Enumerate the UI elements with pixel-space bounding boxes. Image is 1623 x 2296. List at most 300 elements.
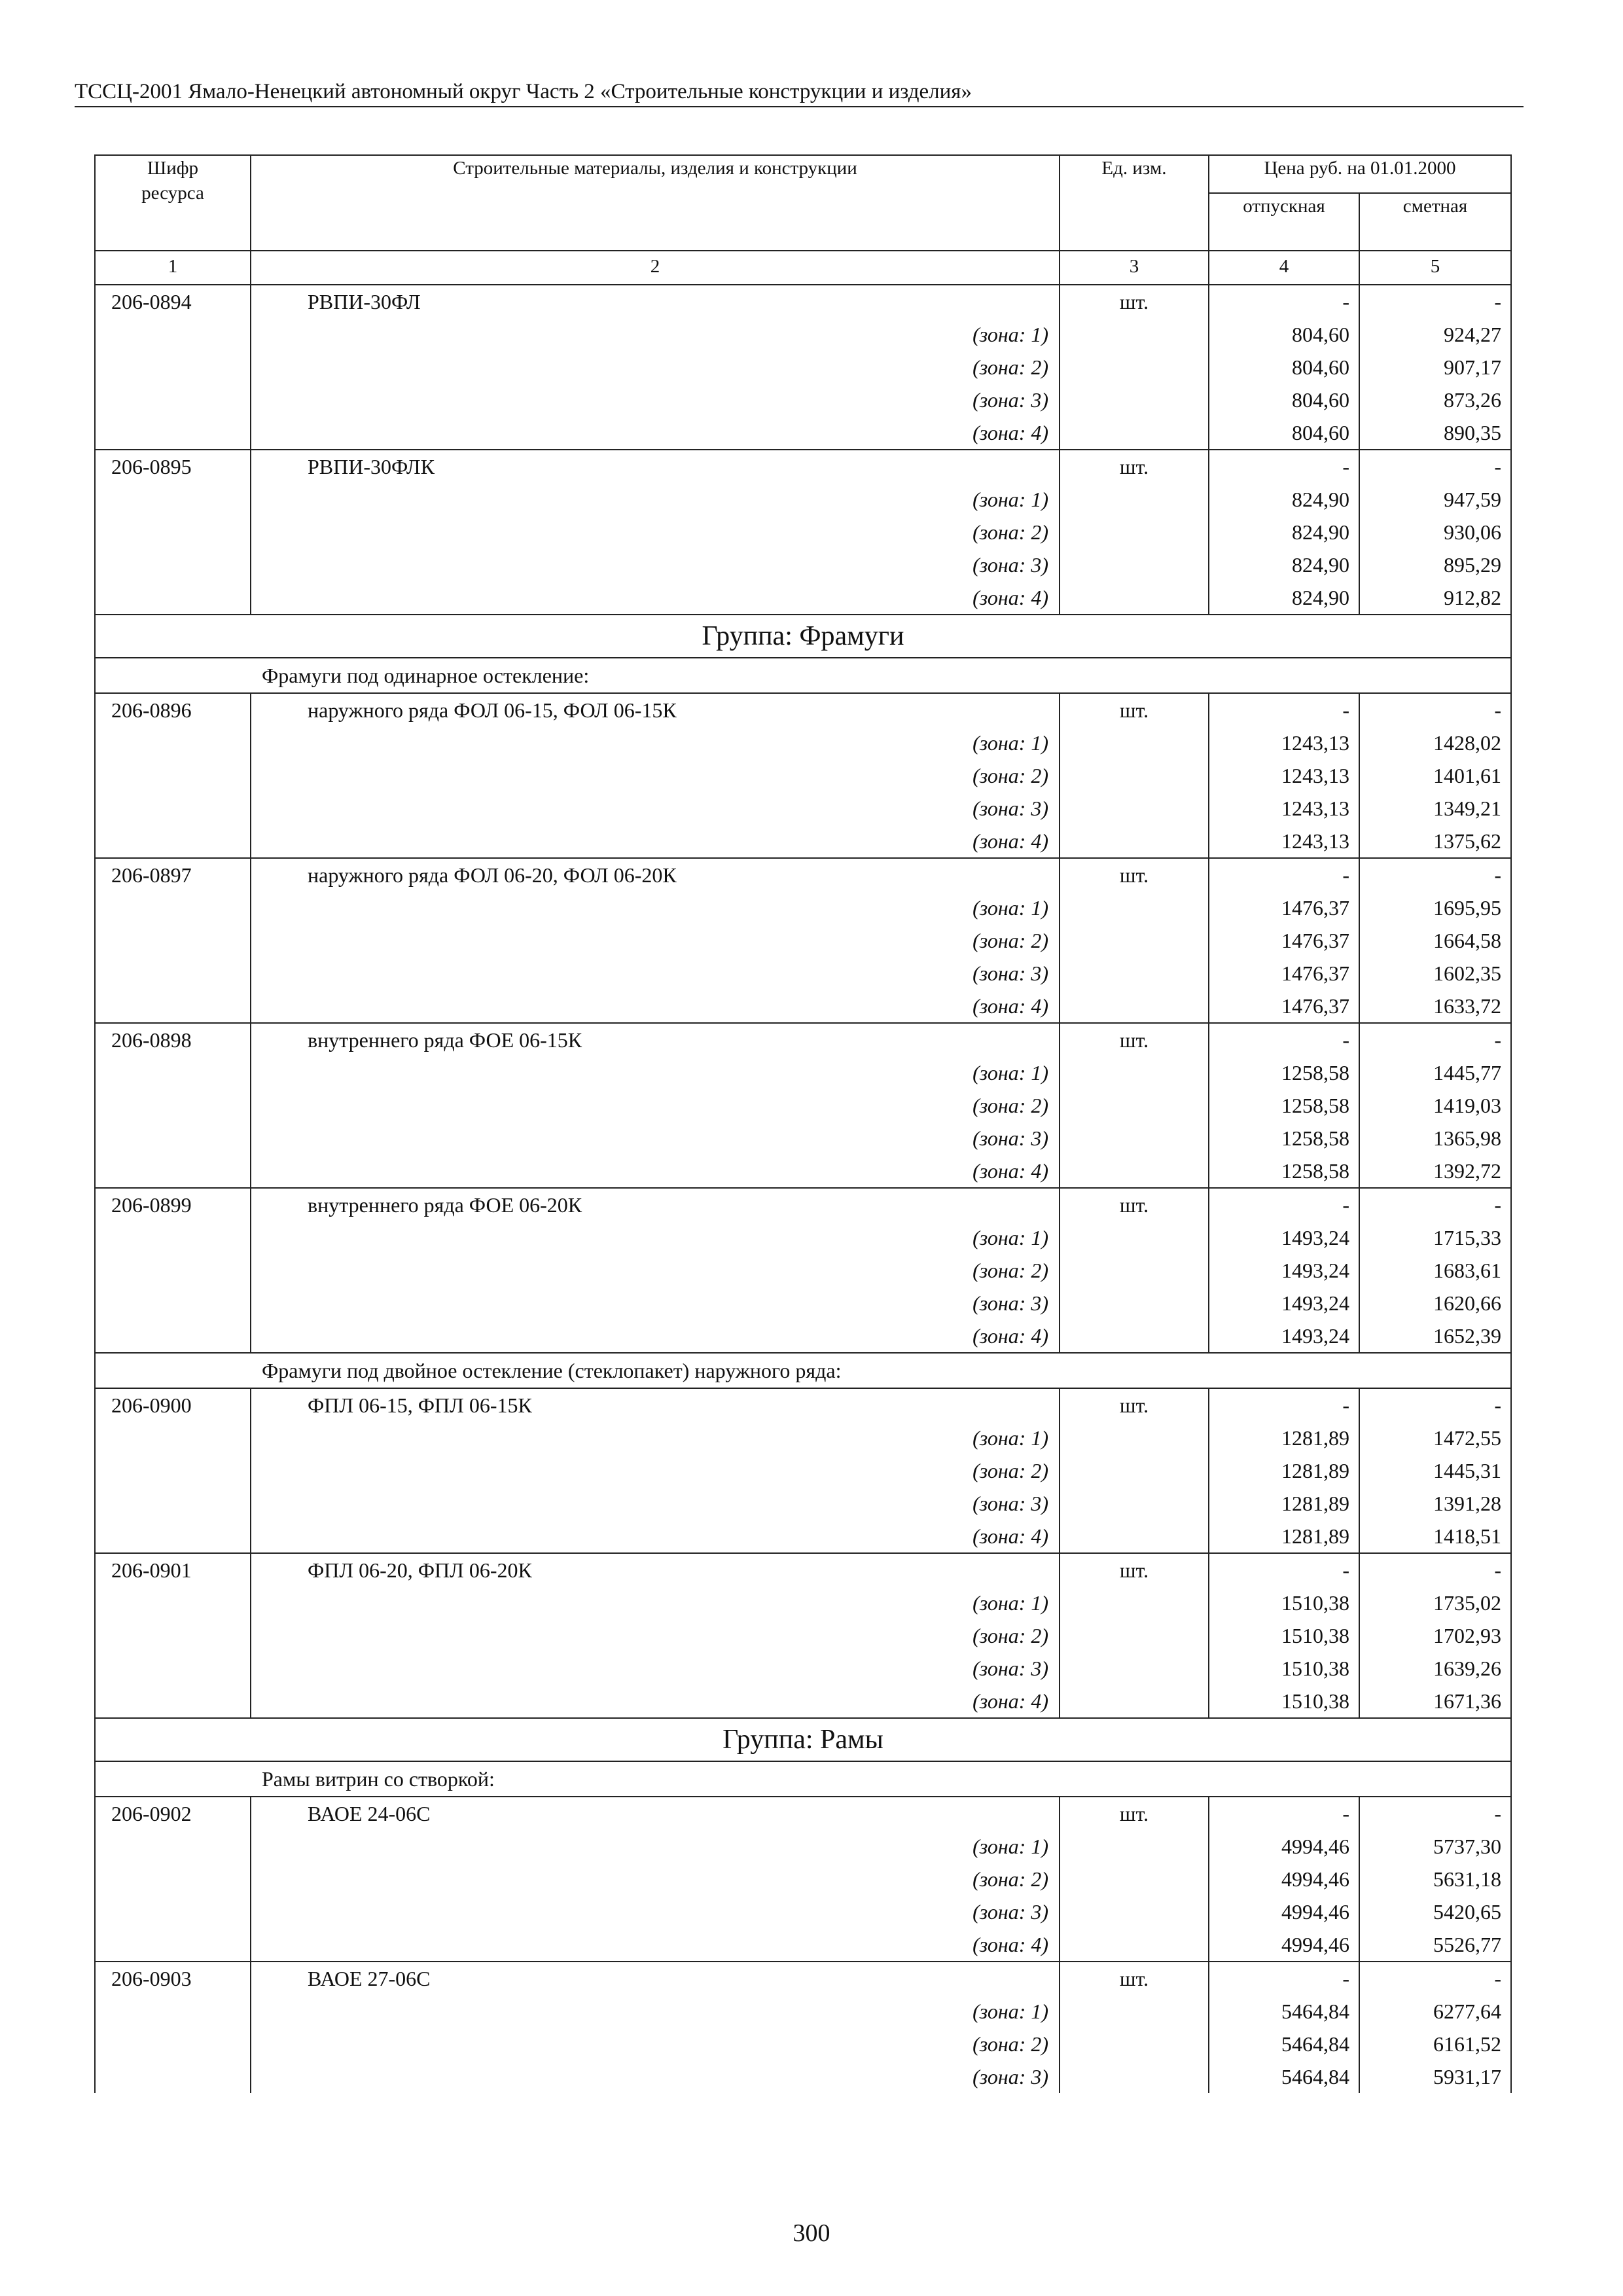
group-heading-row	[95, 1718, 1511, 1761]
estimate-price: 1695,95	[1359, 891, 1511, 924]
zone-label: (зона: 3)	[251, 1487, 1060, 1520]
group-heading-row	[95, 615, 1511, 658]
zone-label: (зона: 3)	[251, 1895, 1060, 1928]
zone-label: (зона: 2)	[251, 924, 1060, 957]
release-price: 1476,37	[1209, 924, 1359, 957]
zone-label: (зона: 2)	[251, 2028, 1060, 2060]
unit-cell-empty	[1060, 483, 1209, 516]
code-cell-empty	[95, 1619, 251, 1652]
estimate-price: 912,82	[1359, 581, 1511, 615]
zone-label: (зона: 3)	[251, 548, 1060, 581]
estimate-price: 1683,61	[1359, 1254, 1511, 1287]
resource-code: 206-0894	[95, 285, 251, 318]
estimate-price: -	[1359, 1797, 1511, 1830]
release-price: 1493,24	[1209, 1221, 1359, 1254]
zone-row	[95, 1685, 1511, 1718]
unit-cell-empty	[1060, 1652, 1209, 1685]
release-price: 824,90	[1209, 516, 1359, 548]
estimate-price: 1401,61	[1359, 759, 1511, 792]
zone-row	[95, 548, 1511, 581]
release-price: 1510,38	[1209, 1652, 1359, 1685]
zone-row	[95, 1319, 1511, 1353]
unit-cell-empty	[1060, 1685, 1209, 1718]
unit-cell: шт.	[1060, 1797, 1209, 1830]
zone-label: (зона: 4)	[251, 1520, 1060, 1553]
table-row	[95, 285, 1511, 318]
zone-row	[95, 581, 1511, 615]
estimate-price: 930,06	[1359, 516, 1511, 548]
release-price: 824,90	[1209, 581, 1359, 615]
code-cell-empty	[95, 825, 251, 858]
price-table	[94, 154, 1512, 2093]
header-rule	[75, 106, 1524, 107]
release-price: 824,90	[1209, 548, 1359, 581]
resource-name: наружного ряда ФОЛ 06-20, ФОЛ 06-20К	[251, 858, 1060, 891]
zone-row	[95, 957, 1511, 990]
release-price: 1281,89	[1209, 1520, 1359, 1553]
subgroup-heading-row	[95, 1761, 1511, 1797]
unit-cell-empty	[1060, 1520, 1209, 1553]
zone-row	[95, 1619, 1511, 1652]
release-price: 1258,58	[1209, 1122, 1359, 1155]
estimate-price: 1375,62	[1359, 825, 1511, 858]
zone-label: (зона: 4)	[251, 1155, 1060, 1188]
zone-row	[95, 891, 1511, 924]
subgroup-heading: Фрамуги под одинарное остекление:	[95, 658, 1511, 693]
zone-row	[95, 1652, 1511, 1685]
zone-row	[95, 1287, 1511, 1319]
zone-label: (зона: 1)	[251, 1221, 1060, 1254]
resource-code: 206-0900	[95, 1388, 251, 1422]
unit-cell-empty	[1060, 1863, 1209, 1895]
resource-code: 206-0899	[95, 1188, 251, 1221]
release-price: 1476,37	[1209, 990, 1359, 1023]
estimate-price: 1445,77	[1359, 1056, 1511, 1089]
zone-row	[95, 2028, 1511, 2060]
code-cell-empty	[95, 924, 251, 957]
code-cell-empty	[95, 1487, 251, 1520]
estimate-price: 1445,31	[1359, 1454, 1511, 1487]
col-header-name: Строительные материалы, изделия и конструкции	[251, 155, 1060, 251]
estimate-price: 947,59	[1359, 483, 1511, 516]
estimate-price: 5631,18	[1359, 1863, 1511, 1895]
resource-code: 206-0897	[95, 858, 251, 891]
code-cell-empty	[95, 1652, 251, 1685]
release-price: 4994,46	[1209, 1928, 1359, 1962]
release-price: 1281,89	[1209, 1487, 1359, 1520]
code-cell-empty	[95, 1520, 251, 1553]
release-price: 1258,58	[1209, 1056, 1359, 1089]
zone-label: (зона: 1)	[251, 726, 1060, 759]
zone-row	[95, 1520, 1511, 1553]
zone-row	[95, 1928, 1511, 1962]
estimate-price: 1418,51	[1359, 1520, 1511, 1553]
zone-row	[95, 1487, 1511, 1520]
unit-cell: шт.	[1060, 1962, 1209, 1995]
estimate-price: 1620,66	[1359, 1287, 1511, 1319]
release-price: 1281,89	[1209, 1422, 1359, 1454]
table-row	[95, 1023, 1511, 1056]
code-cell-empty	[95, 351, 251, 384]
zone-label: (зона: 4)	[251, 1928, 1060, 1962]
code-cell-empty	[95, 1995, 251, 2028]
estimate-price: -	[1359, 1023, 1511, 1056]
zone-label: (зона: 3)	[251, 1652, 1060, 1685]
column-number-row	[95, 251, 1511, 285]
code-cell-empty	[95, 384, 251, 416]
release-price: 5464,84	[1209, 1995, 1359, 2028]
unit-cell-empty	[1060, 581, 1209, 615]
zone-row	[95, 1863, 1511, 1895]
zone-label: (зона: 4)	[251, 1685, 1060, 1718]
unit-cell-empty	[1060, 318, 1209, 351]
zone-row	[95, 1995, 1511, 2028]
release-price: -	[1209, 1388, 1359, 1422]
release-price: 1243,13	[1209, 759, 1359, 792]
estimate-price: 1392,72	[1359, 1155, 1511, 1188]
code-cell-empty	[95, 1454, 251, 1487]
estimate-price: 907,17	[1359, 351, 1511, 384]
table-row	[95, 858, 1511, 891]
estimate-price: 1472,55	[1359, 1422, 1511, 1454]
estimate-price: 1715,33	[1359, 1221, 1511, 1254]
code-cell-empty	[95, 1319, 251, 1353]
estimate-price: 5931,17	[1359, 2060, 1511, 2093]
unit-cell-empty	[1060, 1895, 1209, 1928]
group-heading: Группа: Рамы	[95, 1718, 1511, 1761]
code-cell-empty	[95, 1928, 251, 1962]
release-price: 1243,13	[1209, 792, 1359, 825]
zone-label: (зона: 4)	[251, 1319, 1060, 1353]
release-price: 4994,46	[1209, 1830, 1359, 1863]
estimate-price: 5526,77	[1359, 1928, 1511, 1962]
resource-code: 206-0895	[95, 450, 251, 483]
table-row	[95, 450, 1511, 483]
zone-label: (зона: 2)	[251, 1863, 1060, 1895]
estimate-price: 1652,39	[1359, 1319, 1511, 1353]
unit-cell: шт.	[1060, 450, 1209, 483]
table-row	[95, 693, 1511, 726]
release-price: 5464,84	[1209, 2028, 1359, 2060]
release-price: 804,60	[1209, 384, 1359, 416]
code-cell-empty	[95, 957, 251, 990]
unit-cell-empty	[1060, 1995, 1209, 2028]
unit-cell-empty	[1060, 1122, 1209, 1155]
code-cell-empty	[95, 1895, 251, 1928]
release-price: 804,60	[1209, 318, 1359, 351]
unit-cell-empty	[1060, 891, 1209, 924]
zone-label: (зона: 4)	[251, 581, 1060, 615]
table-row	[95, 1962, 1511, 1995]
subgroup-heading: Рамы витрин со створкой:	[95, 1761, 1511, 1797]
estimate-price: 5737,30	[1359, 1830, 1511, 1863]
code-cell-empty	[95, 1122, 251, 1155]
code-cell-empty	[95, 1287, 251, 1319]
unit-cell-empty	[1060, 384, 1209, 416]
col-header-price: Цена руб. на 01.01.2000	[1209, 155, 1511, 193]
code-cell-empty	[95, 990, 251, 1023]
estimate-price: 6161,52	[1359, 2028, 1511, 2060]
zone-label: (зона: 2)	[251, 516, 1060, 548]
resource-code: 206-0902	[95, 1797, 251, 1830]
column-number: 2	[251, 251, 1060, 285]
subgroup-heading: Фрамуги под двойное остекление (стеклопакет) наружного ряда:	[95, 1353, 1511, 1388]
resource-name: ФПЛ 06-15, ФПЛ 06-15К	[251, 1388, 1060, 1422]
estimate-price: -	[1359, 1962, 1511, 1995]
release-price: -	[1209, 285, 1359, 318]
estimate-price: 1664,58	[1359, 924, 1511, 957]
code-cell-empty	[95, 1089, 251, 1122]
code-cell-empty	[95, 548, 251, 581]
release-price: 1493,24	[1209, 1319, 1359, 1353]
zone-row	[95, 759, 1511, 792]
unit-cell-empty	[1060, 1319, 1209, 1353]
zone-row	[95, 483, 1511, 516]
table-row	[95, 1553, 1511, 1587]
zone-row	[95, 516, 1511, 548]
zone-row	[95, 1587, 1511, 1619]
zone-label: (зона: 1)	[251, 891, 1060, 924]
unit-cell-empty	[1060, 516, 1209, 548]
release-price: 4994,46	[1209, 1895, 1359, 1928]
unit-cell: шт.	[1060, 693, 1209, 726]
page-header: ТССЦ-2001 Ямало-Ненецкий автономный округ Часть 2 «Строительные конструкции и изделия»	[75, 80, 972, 103]
release-price: -	[1209, 1553, 1359, 1587]
zone-row	[95, 1422, 1511, 1454]
unit-cell: шт.	[1060, 858, 1209, 891]
unit-cell-empty	[1060, 1619, 1209, 1652]
zone-label: (зона: 3)	[251, 957, 1060, 990]
zone-row	[95, 1830, 1511, 1863]
group-heading: Группа: Фрамуги	[95, 615, 1511, 658]
unit-cell-empty	[1060, 2060, 1209, 2093]
zone-row	[95, 351, 1511, 384]
unit-cell: шт.	[1060, 285, 1209, 318]
code-cell-empty	[95, 891, 251, 924]
release-price: 824,90	[1209, 483, 1359, 516]
unit-cell-empty	[1060, 548, 1209, 581]
code-cell-empty	[95, 2060, 251, 2093]
zone-row	[95, 1056, 1511, 1089]
zone-row	[95, 1155, 1511, 1188]
unit-cell-empty	[1060, 726, 1209, 759]
resource-name: наружного ряда ФОЛ 06-15, ФОЛ 06-15К	[251, 693, 1060, 726]
code-cell-empty	[95, 1587, 251, 1619]
unit-cell: шт.	[1060, 1023, 1209, 1056]
column-number: 1	[95, 251, 251, 285]
zone-label: (зона: 1)	[251, 483, 1060, 516]
estimate-price: 1671,36	[1359, 1685, 1511, 1718]
resource-name: ВАОЕ 24-06С	[251, 1797, 1060, 1830]
estimate-price: 1633,72	[1359, 990, 1511, 1023]
code-cell-empty	[95, 516, 251, 548]
table-row	[95, 1388, 1511, 1422]
release-price: -	[1209, 1962, 1359, 1995]
release-price: -	[1209, 1797, 1359, 1830]
estimate-price: -	[1359, 1388, 1511, 1422]
code-cell-empty	[95, 1685, 251, 1718]
zone-row	[95, 990, 1511, 1023]
zone-row	[95, 1221, 1511, 1254]
page-number: 300	[793, 2219, 830, 2247]
resource-name: РВПИ-30ФЛК	[251, 450, 1060, 483]
zone-row	[95, 416, 1511, 450]
release-price: 1258,58	[1209, 1089, 1359, 1122]
code-cell-empty	[95, 792, 251, 825]
column-number: 5	[1359, 251, 1511, 285]
code-cell-empty	[95, 581, 251, 615]
resource-code: 206-0901	[95, 1553, 251, 1587]
unit-cell-empty	[1060, 1928, 1209, 1962]
zone-label: (зона: 1)	[251, 318, 1060, 351]
zone-label: (зона: 1)	[251, 1056, 1060, 1089]
zone-row	[95, 2060, 1511, 2093]
unit-cell-empty	[1060, 1830, 1209, 1863]
subgroup-heading-row	[95, 658, 1511, 693]
release-price: 1510,38	[1209, 1685, 1359, 1718]
zone-row	[95, 726, 1511, 759]
unit-cell-empty	[1060, 416, 1209, 450]
subgroup-heading-row	[95, 1353, 1511, 1388]
zone-label: (зона: 3)	[251, 792, 1060, 825]
resource-name: РВПИ-30ФЛ	[251, 285, 1060, 318]
zone-label: (зона: 1)	[251, 1995, 1060, 2028]
estimate-price: 6277,64	[1359, 1995, 1511, 2028]
estimate-price: 1419,03	[1359, 1089, 1511, 1122]
zone-row	[95, 1254, 1511, 1287]
table-row	[95, 1188, 1511, 1221]
unit-cell-empty	[1060, 1587, 1209, 1619]
code-cell-empty	[95, 1422, 251, 1454]
column-number: 3	[1060, 251, 1209, 285]
zone-row	[95, 318, 1511, 351]
release-price: 804,60	[1209, 416, 1359, 450]
unit-cell-empty	[1060, 1089, 1209, 1122]
release-price: 1476,37	[1209, 957, 1359, 990]
estimate-price: -	[1359, 285, 1511, 318]
estimate-price: 1391,28	[1359, 1487, 1511, 1520]
unit-cell-empty	[1060, 1254, 1209, 1287]
release-price: 1510,38	[1209, 1619, 1359, 1652]
table-row	[95, 1797, 1511, 1830]
release-price: 804,60	[1209, 351, 1359, 384]
code-cell-empty	[95, 1863, 251, 1895]
release-price: -	[1209, 1023, 1359, 1056]
unit-cell-empty	[1060, 759, 1209, 792]
estimate-price: 895,29	[1359, 548, 1511, 581]
zone-row	[95, 384, 1511, 416]
zone-label: (зона: 2)	[251, 1089, 1060, 1122]
unit-cell-empty	[1060, 1056, 1209, 1089]
estimate-price: -	[1359, 858, 1511, 891]
estimate-price: 1639,26	[1359, 1652, 1511, 1685]
estimate-price: -	[1359, 1188, 1511, 1221]
estimate-price: 1702,93	[1359, 1619, 1511, 1652]
col-header-estimate: сметная	[1359, 193, 1511, 251]
release-price: 1510,38	[1209, 1587, 1359, 1619]
unit-cell-empty	[1060, 1221, 1209, 1254]
zone-label: (зона: 4)	[251, 825, 1060, 858]
estimate-price: 924,27	[1359, 318, 1511, 351]
zone-label: (зона: 1)	[251, 1587, 1060, 1619]
zone-label: (зона: 2)	[251, 759, 1060, 792]
estimate-price: 1428,02	[1359, 726, 1511, 759]
release-price: -	[1209, 858, 1359, 891]
zone-label: (зона: 2)	[251, 1454, 1060, 1487]
zone-row	[95, 924, 1511, 957]
estimate-price: 1735,02	[1359, 1587, 1511, 1619]
zone-label: (зона: 3)	[251, 384, 1060, 416]
unit-cell-empty	[1060, 1422, 1209, 1454]
code-cell-empty	[95, 1254, 251, 1287]
estimate-price: 873,26	[1359, 384, 1511, 416]
col-header-unit: Ед. изм.	[1060, 155, 1209, 251]
resource-name: внутреннего ряда ФОЕ 06-15К	[251, 1023, 1060, 1056]
estimate-price: 1602,35	[1359, 957, 1511, 990]
col-header-code: Шифр ресурса	[95, 155, 251, 251]
code-cell-empty	[95, 1830, 251, 1863]
unit-cell-empty	[1060, 924, 1209, 957]
table-head	[95, 155, 1511, 285]
zone-label: (зона: 3)	[251, 1287, 1060, 1319]
col-header-release: отпускная	[1209, 193, 1359, 251]
estimate-price: 1365,98	[1359, 1122, 1511, 1155]
release-price: -	[1209, 693, 1359, 726]
unit-cell-empty	[1060, 957, 1209, 990]
zone-label: (зона: 2)	[251, 1619, 1060, 1652]
unit-cell-empty	[1060, 1287, 1209, 1319]
code-cell-empty	[95, 416, 251, 450]
unit-cell-empty	[1060, 1155, 1209, 1188]
code-cell-empty	[95, 2028, 251, 2060]
release-price: 1281,89	[1209, 1454, 1359, 1487]
zone-label: (зона: 3)	[251, 2060, 1060, 2093]
resource-name: внутреннего ряда ФОЕ 06-20К	[251, 1188, 1060, 1221]
zone-label: (зона: 2)	[251, 1254, 1060, 1287]
estimate-price: 5420,65	[1359, 1895, 1511, 1928]
unit-cell-empty	[1060, 351, 1209, 384]
code-cell-empty	[95, 759, 251, 792]
zone-label: (зона: 4)	[251, 416, 1060, 450]
unit-cell: шт.	[1060, 1188, 1209, 1221]
release-price: 5464,84	[1209, 2060, 1359, 2093]
code-cell-empty	[95, 726, 251, 759]
resource-name: ВАОЕ 27-06С	[251, 1962, 1060, 1995]
estimate-price: 1349,21	[1359, 792, 1511, 825]
code-cell-empty	[95, 1221, 251, 1254]
zone-row	[95, 1895, 1511, 1928]
resource-code: 206-0898	[95, 1023, 251, 1056]
unit-cell-empty	[1060, 990, 1209, 1023]
zone-label: (зона: 4)	[251, 990, 1060, 1023]
estimate-price: -	[1359, 693, 1511, 726]
resource-name: ФПЛ 06-20, ФПЛ 06-20К	[251, 1553, 1060, 1587]
release-price: 1243,13	[1209, 726, 1359, 759]
zone-label: (зона: 2)	[251, 351, 1060, 384]
zone-row	[95, 825, 1511, 858]
unit-cell-empty	[1060, 2028, 1209, 2060]
release-price: 1243,13	[1209, 825, 1359, 858]
release-price: 1493,24	[1209, 1287, 1359, 1319]
resource-code: 206-0896	[95, 693, 251, 726]
column-number: 4	[1209, 251, 1359, 285]
resource-code: 206-0903	[95, 1962, 251, 1995]
unit-cell-empty	[1060, 1454, 1209, 1487]
zone-label: (зона: 3)	[251, 1122, 1060, 1155]
estimate-price: 890,35	[1359, 416, 1511, 450]
code-cell-empty	[95, 1056, 251, 1089]
release-price: 4994,46	[1209, 1863, 1359, 1895]
